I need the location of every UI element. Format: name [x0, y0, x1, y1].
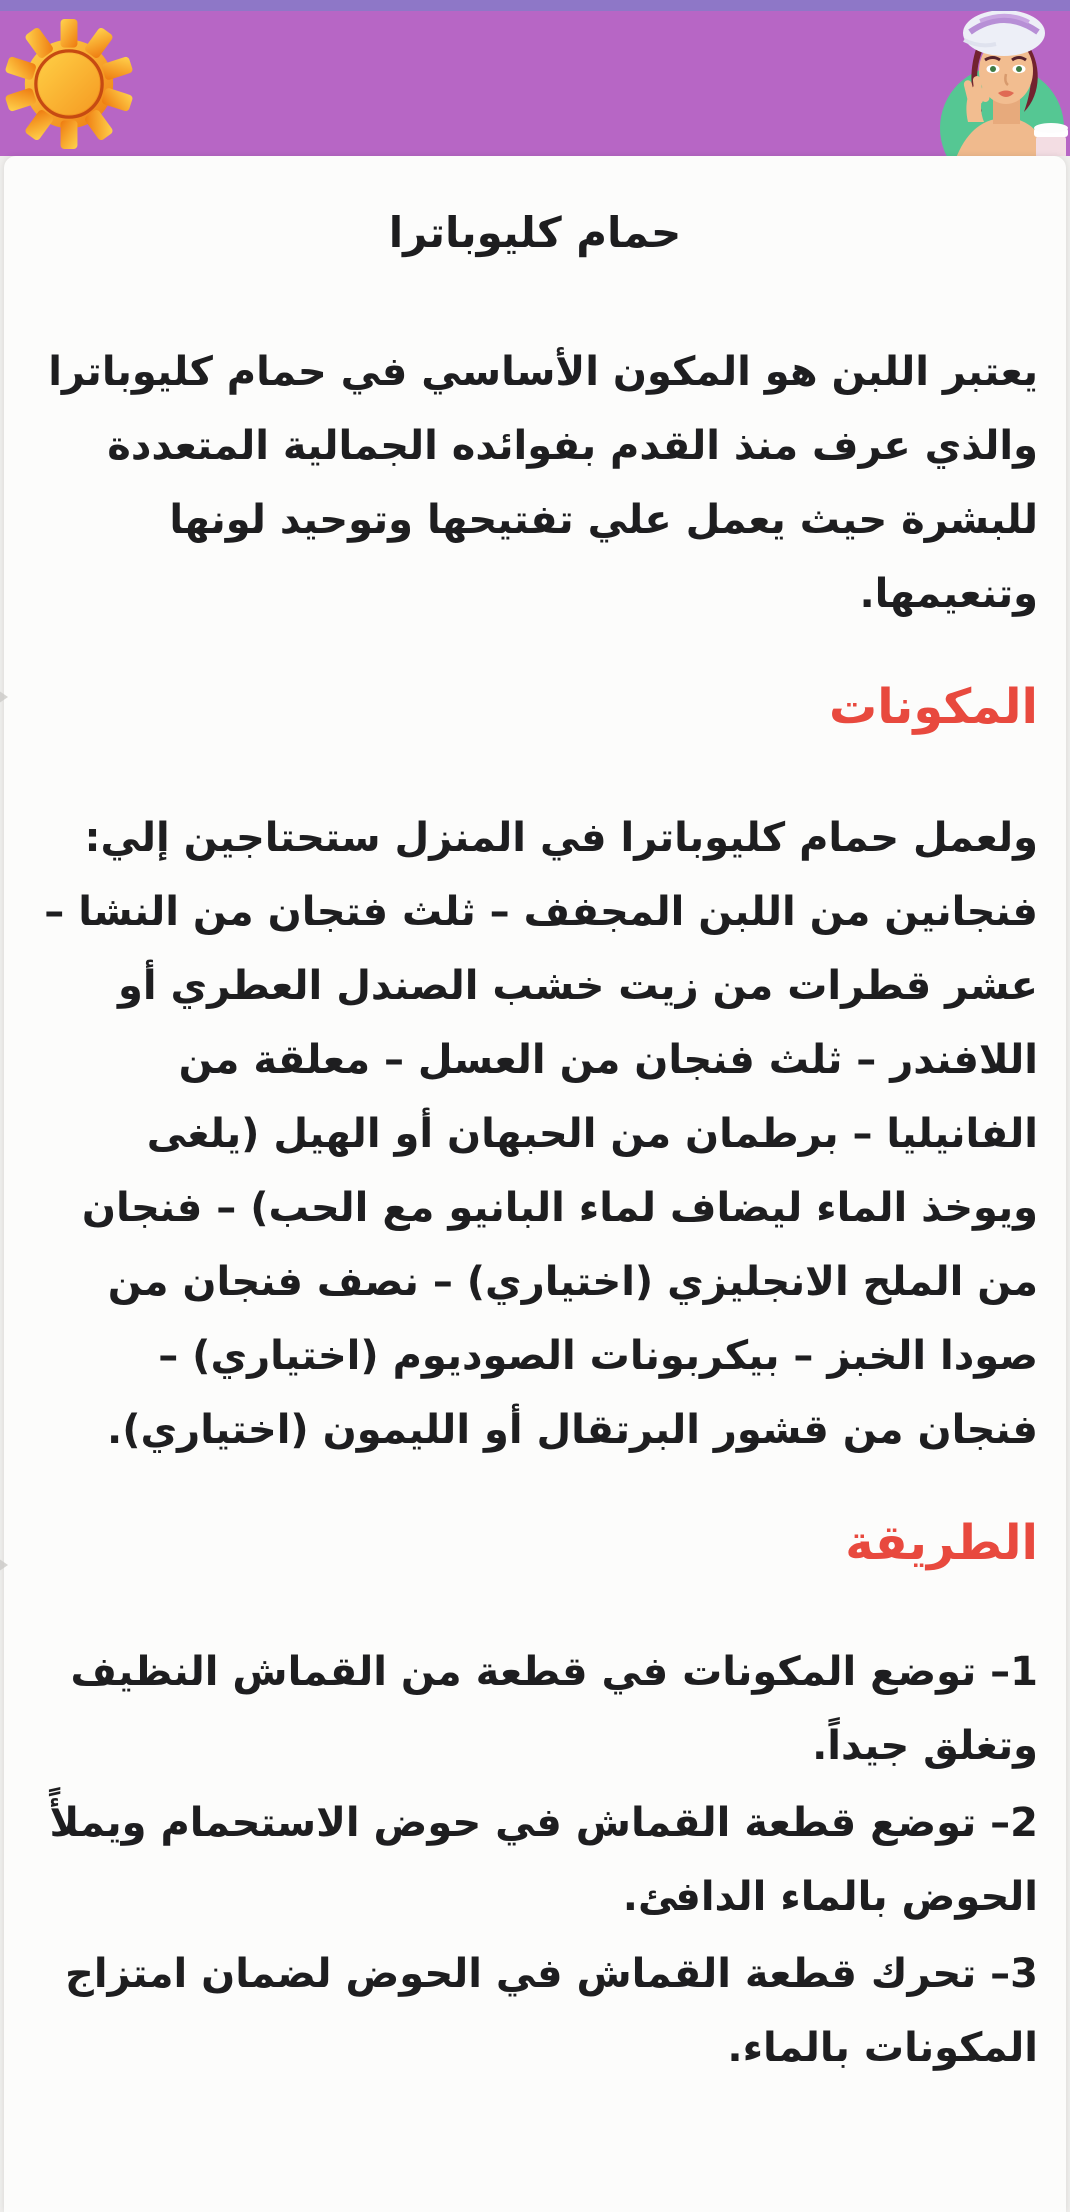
edge-arrow-icon: [0, 688, 8, 706]
ingredients-heading: المكونات: [829, 679, 1038, 735]
method-step-3: 3– تحرك قطعة القماش في الحوض لضمان امتزاج المكونات بالماء.: [65, 1951, 1038, 2071]
method-heading: الطريقة: [845, 1515, 1038, 1571]
ingredients-paragraph: ولعمل حمام كليوباترا في المنزل ستحتاجين إلي: فنجانين من اللبن المجفف – ثلث فتجان من النشا – عشر قطرات من زيت خشب الصندل العطري أو اللافندر – ثلث فنجان من العسل – معلقة من الفانيليا – برطمان من الحبهان أو الهيل (يلغى ويوخذ الماء ليضاف لماء البانيو مع الحب) – فنجان من الملح الانجليزي (اختياري) – نصف فنجان من صودا الخبز – بيكربونات الصوديوم (اختياري) – فنجان من قشور البرتقال أو الليمون (اختياري).: [44, 815, 1038, 1453]
method-steps: [32, 1635, 1038, 2085]
app-header: [0, 11, 1070, 156]
intro-paragraph: يعتبر اللبن هو المكون الأساسي في حمام كليوباترا والذي عرف منذ القدم بفوائده الجمالية المتعددة للبشرة حيث يعمل علي تفتيحها وتوحيد لونها وتنعيمها.: [48, 349, 1038, 617]
method-step-1: 1– توضع المكونات في قطعة من القماش النظيف وتغلق جيداً.: [70, 1649, 1038, 1769]
woman-skincare-illustration: [930, 11, 1070, 156]
article-scroll-area[interactable]: [4, 156, 1066, 2212]
status-strip: [0, 0, 1070, 11]
page-title: حمام كليوباترا: [388, 208, 682, 257]
edge-arrow-icon: [0, 1556, 8, 1574]
sun-gear-icon: [4, 18, 134, 150]
method-step-2: 2– توضع قطعة القماش في حوض الاستحمام ويملأً الحوض بالماء الدافئ.: [49, 1800, 1038, 1920]
